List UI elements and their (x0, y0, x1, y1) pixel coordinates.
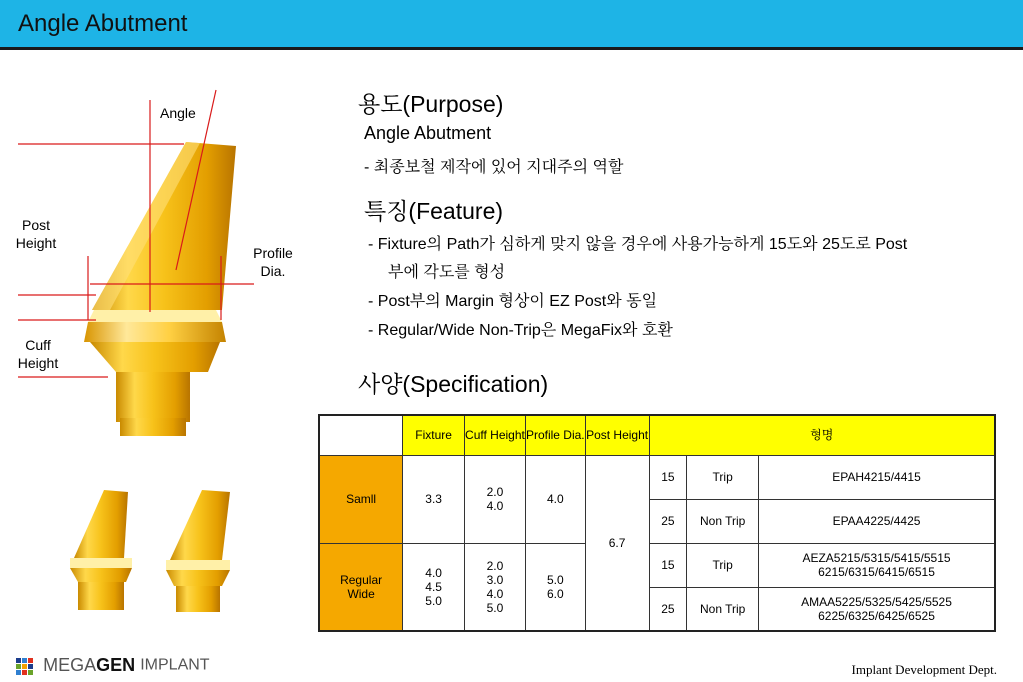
header-post: Post Height (585, 415, 649, 455)
abutment-regular-image (160, 488, 240, 620)
cell-type: Non Trip (687, 499, 759, 543)
department-label: Implant Development Dept. (851, 662, 997, 677)
logo-grid-icon (16, 656, 38, 676)
cell-cuff-small: 2.0 4.0 (465, 455, 526, 543)
cell-fixture-regular: 4.0 4.5 5.0 (403, 543, 465, 631)
page-title: Angle Abutment (18, 10, 188, 37)
abutment-base (116, 372, 190, 422)
cell-code: AMAA5225/5325/5425/5525 6225/6325/6425/6525 (759, 587, 996, 631)
cell-angle: 25 (649, 499, 687, 543)
spec-heading: 사양(Specification) (358, 371, 549, 397)
header-profile: Profile Dia. (525, 415, 585, 455)
header-fixture: Fixture (403, 415, 465, 455)
cell-angle: 15 (649, 543, 687, 587)
table-header-row (319, 415, 995, 455)
abutment-cuff (90, 342, 220, 372)
cell-profile-regular: 5.0 6.0 (525, 543, 585, 631)
feature-line-1: - Fixture의 Path가 심하게 맞지 않을 경우에 사용가능하게 15도와 25도로 Post (368, 236, 908, 253)
cell-type: Trip (687, 455, 759, 499)
row-name-regular: Regular Wide (319, 543, 403, 631)
cell-angle: 15 (649, 455, 687, 499)
cell-code: EPAH4215/4415 (759, 455, 996, 499)
feature-line-3: - Regular/Wide Non-Trip은 MegaFix와 호환 (368, 322, 673, 339)
cell-fixture-small: 3.3 (403, 455, 465, 543)
cell-code: AEZA5215/5315/5415/5515 6215/6315/6415/6515 (759, 543, 996, 587)
megagen-logo (16, 655, 210, 675)
feature-line-2: - Post부의 Margin 형상이 EZ Post와 동일 (368, 293, 658, 310)
cell-angle: 25 (649, 587, 687, 631)
purpose-line-1: Angle Abutment (364, 123, 492, 143)
cell-type: Non Trip (687, 587, 759, 631)
abutment-small-image (64, 486, 144, 618)
cell-type: Trip (687, 543, 759, 587)
row-name-small: Samll (319, 455, 403, 543)
cell-code: EPAA4225/4425 (759, 499, 996, 543)
cell-cuff-regular: 2.0 3.0 4.0 5.0 (465, 543, 526, 631)
purpose-heading: 용도(Purpose) (358, 91, 504, 117)
table-row (319, 455, 995, 499)
table-row (319, 543, 995, 587)
purpose-line-2: - 최종보철 제작에 있어 지대주의 역할 (364, 159, 624, 176)
feature-heading: 특징(Feature) (364, 198, 504, 224)
header-blank (319, 415, 403, 455)
logo-mega: MEGA (43, 655, 97, 675)
post-height-label: Post Height (15, 217, 57, 251)
header-cuff: Cuff Height (465, 415, 526, 455)
cell-profile-small: 4.0 (525, 455, 585, 543)
feature-line-1b: 부에 각도를 형성 (388, 264, 506, 281)
logo-implant: IMPLANT (140, 656, 210, 674)
cell-post-height: 6.7 (585, 455, 649, 631)
header-shape: 형명 (649, 415, 995, 455)
abutment-collar (88, 310, 222, 322)
cuff-height-label: Cuff Height (17, 337, 59, 371)
logo-gen: GEN (96, 655, 136, 675)
angle-label: Angle (160, 105, 196, 121)
profile-dia-label: Profile Dia. (253, 245, 293, 279)
spec-table (318, 414, 996, 632)
title-bar (0, 0, 1023, 50)
